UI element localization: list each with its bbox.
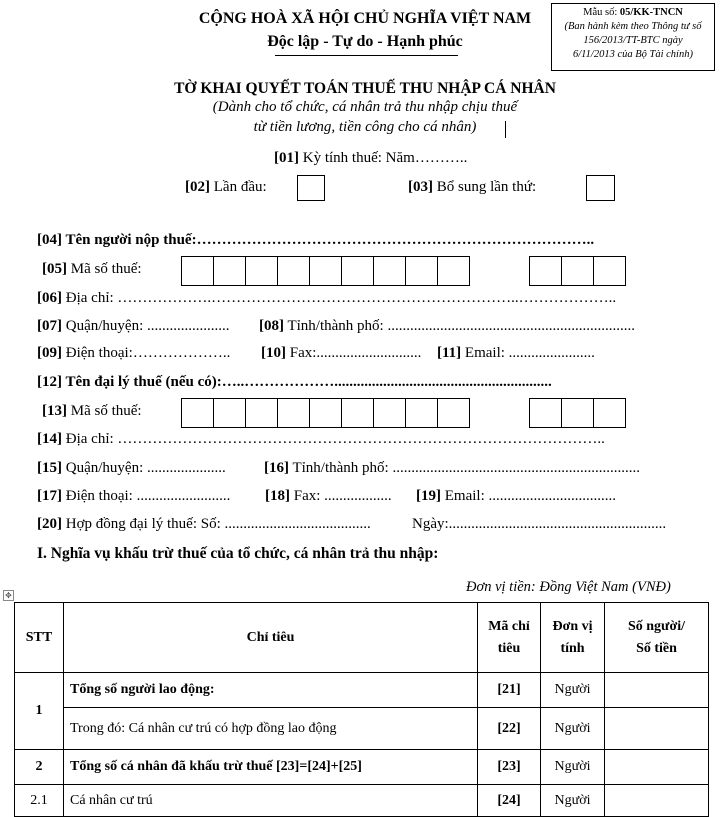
row-value-input[interactable] bbox=[605, 750, 709, 785]
taxpayer-email-label: Email: ....................... bbox=[461, 345, 595, 361]
supplement-label bbox=[408, 179, 536, 196]
tax-code-digit-box[interactable] bbox=[405, 398, 438, 428]
row-unit: Người bbox=[541, 673, 605, 708]
tax-code-digit-box[interactable] bbox=[341, 398, 374, 428]
row-code: [23] bbox=[478, 750, 541, 785]
tax-code-digit-box[interactable] bbox=[181, 256, 214, 286]
taxpayer-province-field[interactable] bbox=[259, 318, 635, 335]
row-item: Tổng số người lao động: bbox=[64, 673, 478, 708]
agent-fax-label: Fax: .................. bbox=[290, 488, 392, 504]
supplement-code: [03] bbox=[408, 179, 433, 195]
agent-district-field[interactable] bbox=[37, 460, 226, 477]
first-time-label bbox=[185, 179, 267, 196]
taxpayer-name-code: [04] bbox=[37, 232, 62, 248]
taxpayer-fax-label: Fax:............................ bbox=[286, 345, 422, 361]
agent-name-field[interactable] bbox=[37, 374, 552, 391]
tax-code-digit-box[interactable] bbox=[213, 398, 246, 428]
row-stt: 1 bbox=[15, 673, 64, 750]
currency-note: Đơn vị tiền: Đồng Việt Nam (VNĐ) bbox=[466, 579, 671, 595]
row-value-input[interactable] bbox=[605, 673, 709, 708]
tax-code-digit-box[interactable] bbox=[245, 398, 278, 428]
row-stt: 2 bbox=[15, 750, 64, 785]
taxpayer-name-field[interactable] bbox=[37, 232, 594, 249]
form-number-box bbox=[551, 3, 715, 71]
agent-tax-code-code: [13] bbox=[42, 403, 67, 419]
form-title: TỜ KHAI QUYẾT TOÁN THUẾ THU NHẬP CÁ NHÂN bbox=[174, 80, 556, 97]
agent-contract-field[interactable] bbox=[37, 516, 371, 533]
tax-code-digit-box[interactable] bbox=[405, 256, 438, 286]
issued-note-2: 156/2013/TT-BTC ngày bbox=[583, 35, 683, 46]
agent-tax-code-text: Mã số thuế: bbox=[67, 403, 142, 419]
tax-code-digit-box[interactable] bbox=[561, 398, 594, 428]
tax-code-digit-box[interactable] bbox=[437, 256, 470, 286]
issued-note-1: (Ban hành kèm theo Thông tư số bbox=[564, 21, 702, 32]
form-number: 05/KK-TNCN bbox=[619, 7, 683, 18]
taxpayer-phone-field[interactable] bbox=[37, 345, 230, 362]
header-value-line-2: Số tiền bbox=[636, 640, 677, 656]
table-row bbox=[15, 785, 709, 817]
motto-heading: Độc lập - Tự do - Hạnh phúc bbox=[267, 33, 463, 50]
taxpayer-address-field[interactable] bbox=[37, 290, 616, 307]
tax-code-digit-box[interactable] bbox=[309, 256, 342, 286]
row-item: Cá nhân cư trú bbox=[64, 785, 478, 817]
tax-period-code: [01] bbox=[274, 150, 299, 166]
form-subtitle-1: (Dành cho tổ chức, cá nhân trả thu nhập chịu thuế bbox=[212, 99, 518, 115]
first-time-checkbox[interactable] bbox=[297, 175, 325, 201]
supplement-number-box[interactable] bbox=[586, 175, 615, 201]
taxpayer-phone-label: Điện thoại:……………….. bbox=[62, 345, 231, 361]
agent-province-field[interactable] bbox=[264, 460, 640, 477]
tax-code-digit-box[interactable] bbox=[529, 256, 562, 286]
tax-period-field[interactable] bbox=[274, 150, 467, 167]
header-value bbox=[605, 603, 709, 673]
tax-code-digit-box[interactable] bbox=[245, 256, 278, 286]
agent-contract-date-label: Ngày:.......................................................... bbox=[412, 516, 667, 532]
agent-name-label: Tên đại lý thuế (nếu có):…..……………….......................................................... bbox=[62, 374, 552, 390]
tax-code-digit-box[interactable] bbox=[529, 398, 562, 428]
taxpayer-email-code: [11] bbox=[437, 345, 462, 361]
header-unit: Đơn vị tính bbox=[541, 603, 605, 673]
agent-tax-code-label bbox=[42, 403, 142, 420]
agent-address-label: Địa chỉ: …………………………………………………………………………………….. bbox=[62, 431, 605, 447]
tax-code-digit-box[interactable] bbox=[561, 256, 594, 286]
section-1-title: I. Nghĩa vụ khấu trừ thuế của tổ chức, cá nhân trả thu nhập: bbox=[37, 545, 439, 562]
tax-code-digit-box[interactable] bbox=[309, 398, 342, 428]
table-row bbox=[15, 708, 709, 750]
first-time-code: [02] bbox=[185, 179, 210, 195]
tax-code-digit-box[interactable] bbox=[373, 256, 406, 286]
header-stt: STT bbox=[15, 603, 64, 673]
agent-contract-label: Hợp đồng đại lý thuế: Số: ....................................... bbox=[62, 516, 371, 532]
row-item: Trong đó: Cá nhân cư trú có hợp đồng lao động bbox=[64, 708, 478, 750]
row-value-input[interactable] bbox=[605, 785, 709, 817]
taxpayer-email-field[interactable] bbox=[437, 345, 595, 362]
row-code: [22] bbox=[478, 708, 541, 750]
taxpayer-province-code: [08] bbox=[259, 318, 284, 334]
tax-code-digit-box[interactable] bbox=[437, 398, 470, 428]
text-cursor bbox=[505, 121, 506, 138]
tax-code-digit-box[interactable] bbox=[181, 398, 214, 428]
agent-email-label: Email: .................................. bbox=[441, 488, 616, 504]
agent-district-label: Quận/huyện: ..................... bbox=[62, 460, 226, 476]
first-time-text: Lần đầu: bbox=[210, 179, 267, 195]
agent-email-field[interactable] bbox=[416, 488, 616, 505]
taxpayer-district-label: Quận/huyện: ...................... bbox=[62, 318, 230, 334]
tax-code-digit-box[interactable] bbox=[277, 256, 310, 286]
obligation-table bbox=[14, 602, 709, 817]
row-stt: 2.1 bbox=[15, 785, 64, 817]
agent-province-code: [16] bbox=[264, 460, 289, 476]
header-code: Mã chỉ tiêu bbox=[478, 603, 541, 673]
taxpayer-fax-field[interactable] bbox=[261, 345, 421, 362]
row-code: [24] bbox=[478, 785, 541, 817]
taxpayer-tax-code-code: [05] bbox=[42, 261, 67, 277]
row-unit: Người bbox=[541, 708, 605, 750]
agent-name-code: [12] bbox=[37, 374, 62, 390]
motto-underline bbox=[275, 55, 458, 56]
table-header-row bbox=[15, 603, 709, 673]
tax-code-digit-box[interactable] bbox=[593, 398, 626, 428]
row-unit: Người bbox=[541, 785, 605, 817]
tax-code-digit-box[interactable] bbox=[213, 256, 246, 286]
country-heading: CỘNG HOÀ XÃ HỘI CHỦ NGHĨA VIỆT NAM bbox=[198, 10, 532, 27]
taxpayer-phone-code: [09] bbox=[37, 345, 62, 361]
header-value-line-1: Số người/ bbox=[627, 618, 685, 634]
tax-code-digit-box[interactable] bbox=[593, 256, 626, 286]
taxpayer-address-label: Địa chỉ: ……………….……………………………………………………..……………….. bbox=[62, 290, 617, 306]
row-unit: Người bbox=[541, 750, 605, 785]
tax-code-digit-box[interactable] bbox=[277, 398, 310, 428]
agent-phone-label: Điện thoại: ......................... bbox=[62, 488, 231, 504]
taxpayer-fax-code: [10] bbox=[261, 345, 286, 361]
row-value-input[interactable] bbox=[605, 708, 709, 750]
taxpayer-tax-code-text: Mã số thuế: bbox=[67, 261, 142, 277]
agent-email-code: [19] bbox=[416, 488, 441, 504]
table-row bbox=[15, 750, 709, 785]
agent-phone-field[interactable] bbox=[37, 488, 230, 505]
issued-note-3: 6/11/2013 của Bộ Tài chính) bbox=[573, 49, 693, 60]
tax-code-digit-box[interactable] bbox=[341, 256, 374, 286]
header-item: Chỉ tiêu bbox=[64, 603, 478, 673]
agent-contract-date-field[interactable] bbox=[412, 516, 666, 533]
row-code: [21] bbox=[478, 673, 541, 708]
taxpayer-tax-code-label bbox=[42, 261, 142, 278]
agent-contract-code: [20] bbox=[37, 516, 62, 532]
agent-address-code: [14] bbox=[37, 431, 62, 447]
table-move-handle[interactable]: ✥ bbox=[3, 590, 14, 601]
row-item: Tổng số cá nhân đã khấu trừ thuế [23]=[24]+[25] bbox=[64, 750, 478, 785]
form-number-label: Mẫu số: bbox=[583, 7, 620, 18]
tax-period-label: Kỳ tính thuế: Năm……….. bbox=[299, 150, 468, 166]
taxpayer-province-label: Tỉnh/thành phố: .................................................................. bbox=[284, 318, 635, 334]
agent-district-code: [15] bbox=[37, 460, 62, 476]
tax-code-digit-box[interactable] bbox=[373, 398, 406, 428]
agent-province-label: Tỉnh/thành phố: .................................................................. bbox=[289, 460, 640, 476]
taxpayer-district-code: [07] bbox=[37, 318, 62, 334]
agent-address-field[interactable] bbox=[37, 431, 605, 448]
agent-phone-code: [17] bbox=[37, 488, 62, 504]
agent-fax-code: [18] bbox=[265, 488, 290, 504]
taxpayer-address-code: [06] bbox=[37, 290, 62, 306]
agent-fax-field[interactable] bbox=[265, 488, 392, 505]
taxpayer-name-label: Tên người nộp thuế:…………………………………………………………………….. bbox=[62, 232, 595, 248]
taxpayer-district-field[interactable] bbox=[37, 318, 229, 335]
table-row bbox=[15, 673, 709, 708]
supplement-text: Bổ sung lần thứ: bbox=[433, 179, 537, 195]
form-subtitle-2: từ tiền lương, tiền công cho cá nhân) bbox=[253, 119, 477, 135]
